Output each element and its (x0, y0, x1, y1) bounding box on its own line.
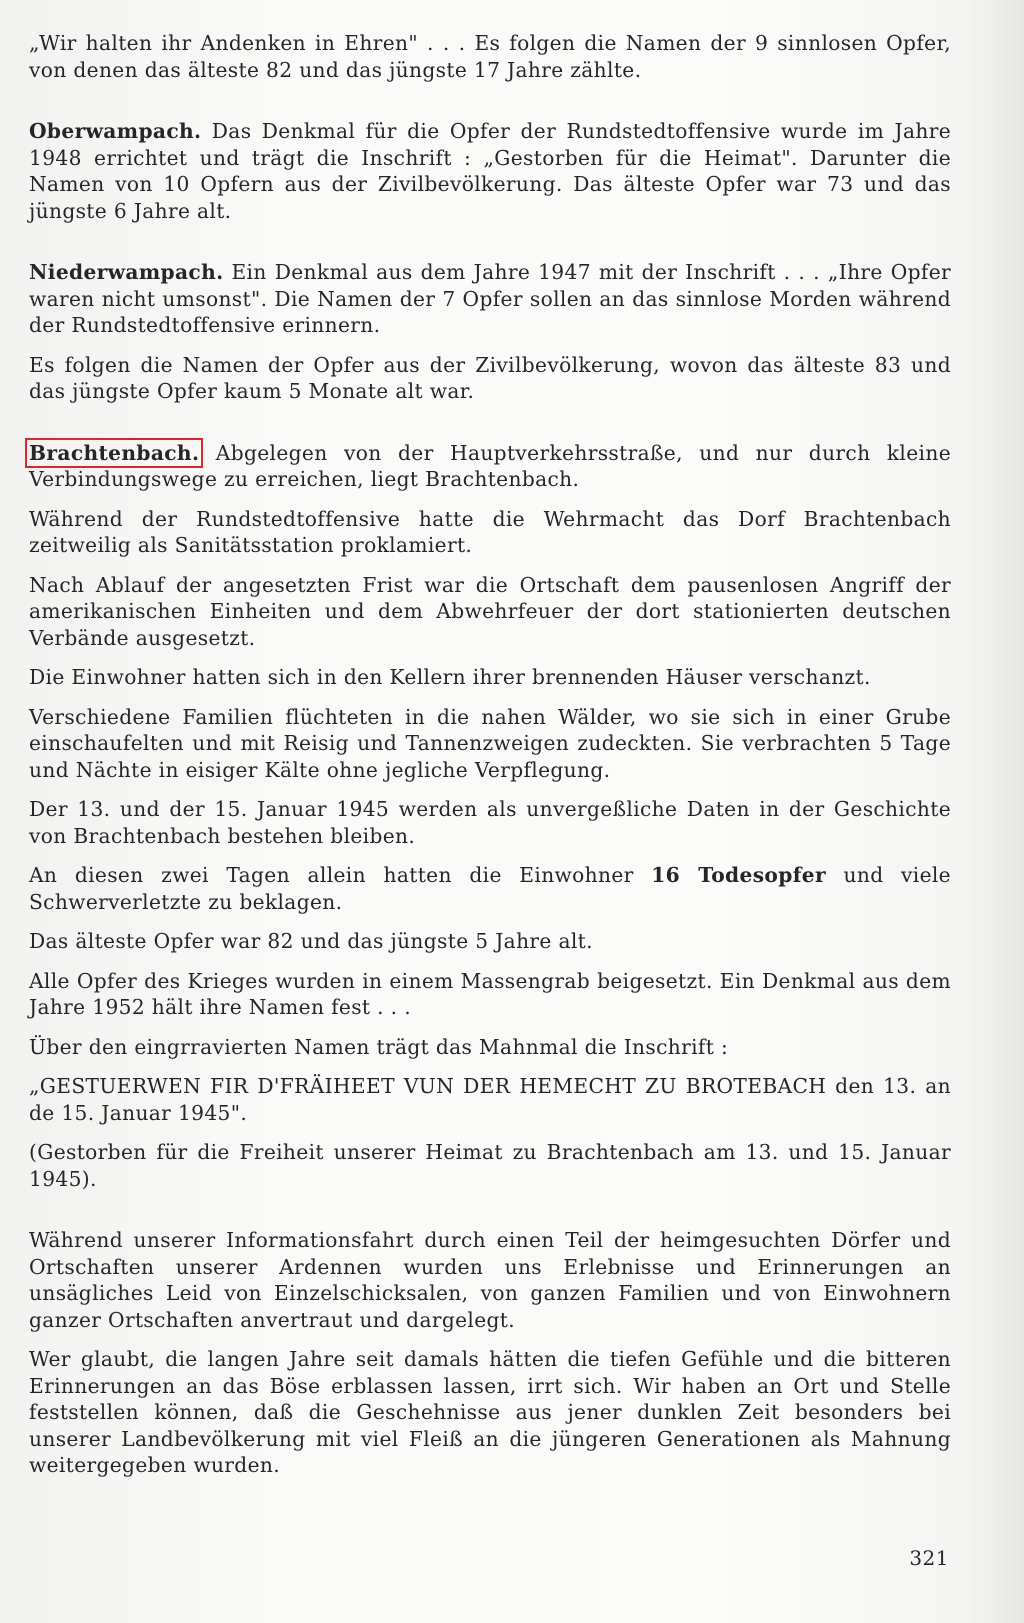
text-run: Während unserer Informationsfahrt durch einen Teil der heimgesuchten Dörfer und Ortschaften unserer Ardennen wurden uns Erlebnisse und Erinnerungen an unsägliches Leid von Einzelschicksalen, von ganzen Familien und von Einwohnern ganzer Ortschaften anvertraut und dargelegt. (29, 1228, 951, 1332)
paragraph (29, 862, 951, 915)
text-column (29, 30, 951, 1492)
text-run: Abgelegen von der Hauptverkehrsstraße, und nur durch kleine Verbindungswege zu erreichen, liegt Brachtenbach. (29, 440, 951, 491)
text-run: Das älteste Opfer war 82 und das jüngste 5 Jahre alt. (29, 929, 593, 953)
text-run: Die Einwohner hatten sich in den Kellern ihrer brennenden Häuser verschanzt. (29, 665, 871, 689)
text-run: (Gestorben für die Freiheit unserer Heimat zu Brachtenbach am 13. und 15. Januar 1945). (29, 1140, 951, 1191)
paragraph (29, 968, 951, 1021)
paragraph (29, 1034, 951, 1061)
paragraph-spacer (29, 418, 951, 440)
paragraph (29, 1139, 951, 1192)
paragraph-spacer (29, 96, 951, 118)
paragraph (29, 30, 951, 83)
paragraph (29, 259, 951, 339)
text-run: „Wir halten ihr Andenken in Ehren" . . . Es folgen die Namen der 9 sinnlosen Opfer, von denen das älteste 82 und das jüngste 17 Jahre zählte. (29, 31, 951, 82)
highlighted-place-name: Brachtenbach. (29, 440, 200, 465)
text-run: Ein Denkmal aus dem Jahre 1947 mit der Inschrift . . . „Ihre Opfer waren nicht umsonst". Die Namen der 7 Opfer sollen an das sinnlose Morden während der Rundstedtoffensive erinnern. (29, 260, 951, 337)
text-run: Der 13. und der 15. Januar 1945 werden als unvergeßliche Daten in der Geschichte von Brachtenbach bestehen bleiben. (29, 797, 951, 848)
text-run: und viele Schwerverletzte zu beklagen. (29, 863, 951, 914)
paragraph-spacer (29, 237, 951, 259)
paragraph-spacer (29, 1205, 951, 1227)
text-run: Alle Opfer des Krieges wurden in einem Massengrab beigesetzt. Ein Denkmal aus dem Jahre 1952 hält ihre Namen fest . . . (29, 968, 951, 1019)
text-run: „GESTUERWEN FIR D'FRÄIHEET VUN DER HEMECHT ZU BROTEBACH den 13. an de 15. Januar 1945". (29, 1074, 951, 1125)
paragraph (29, 796, 951, 849)
bold-text: Oberwampach. (29, 119, 202, 143)
paragraph (29, 118, 951, 224)
paragraph (29, 440, 951, 493)
paragraph (29, 506, 951, 559)
text-run: Nach Ablauf der angesetzten Frist war die Ortschaft dem pausenlosen Angriff der amerikanischen Einheiten und dem Abwehrfeuer der dort stationierten deutschen Verbände ausgesetzt. (29, 572, 951, 650)
text-run: Wer glaubt, die langen Jahre seit damals hätten die tiefen Gefühle und die bitteren Erinnerungen an das Böse erblassen lassen, irrt sich. Wir haben an Ort und Stelle feststellen können, daß die Geschehnisse aus jener dunklen Zeit besonders bei unserer Landbevölkerung mit viel Fleiß an die jüngeren Generationen als Mahnung weitergegeben wurden. (29, 1347, 951, 1477)
paragraph (29, 352, 951, 405)
paragraph (29, 664, 951, 691)
text-run: Über den eingrravierten Namen trägt das Mahnmal die Inschrift : (29, 1034, 729, 1059)
text-run: Das Denkmal für die Opfer der Rundstedtoffensive wurde im Jahre 1948 errichtet und trägt die Inschrift : „Gestorben für die Heimat". Darunter die Namen von 10 Opfern aus der Zivilbevölkerung. Das älteste Opfer war 73 und das jüngste 6 Jahre alt. (29, 119, 951, 223)
page-number: 321 (909, 1546, 949, 1570)
bold-text: 16 Todesopfer (651, 863, 826, 887)
paragraph (29, 572, 951, 652)
bold-text: Niederwampach. (29, 260, 224, 284)
paragraph (29, 704, 951, 784)
paragraph (29, 1346, 951, 1479)
paragraph (29, 928, 951, 955)
paragraph (29, 1073, 951, 1126)
text-run: Es folgen die Namen der Opfer aus der Zivilbevölkerung, wovon das älteste 83 und das jüngste Opfer kaum 5 Monate alt war. (29, 352, 951, 403)
text-run: Verschiedene Familien flüchteten in die nahen Wälder, wo sie sich in einer Grube einschaufelten und mit Reisig und Tannenzweigen zudeckten. Sie verbrachten 5 Tage und Nächte in eisiger Kälte ohne jegliche Verpflegung. (29, 704, 951, 782)
text-run: Während der Rundstedtoffensive hatte die Wehrmacht das Dorf Brachtenbach zeitweilig als Sanitätsstation proklamiert. (29, 506, 951, 557)
paragraph (29, 1227, 951, 1333)
text-run: An diesen zwei Tagen allein hatten die Einwohner (29, 863, 652, 887)
